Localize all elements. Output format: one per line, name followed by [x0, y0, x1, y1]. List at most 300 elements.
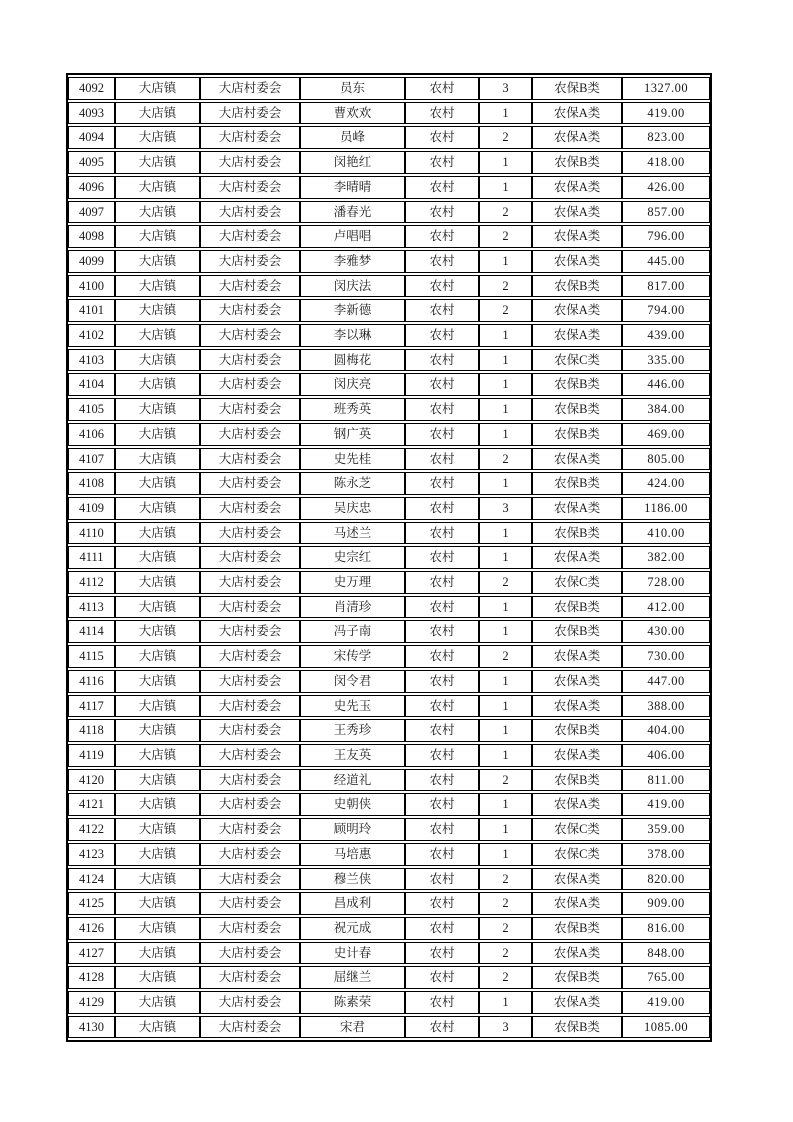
cell-person-count: 1	[479, 176, 532, 199]
cell-village: 大店村委会	[200, 448, 300, 471]
cell-person-count: 1	[479, 151, 532, 174]
cell-household-type: 农村	[405, 398, 479, 421]
cell-insurance-class: 农保A类	[532, 868, 622, 891]
cell-amount: 335.00	[622, 349, 710, 372]
cell-name: 钢广英	[300, 423, 405, 446]
cell-person-count: 2	[479, 225, 532, 248]
cell-insurance-class: 农保A类	[532, 324, 622, 347]
cell-amount: 909.00	[622, 892, 710, 915]
table-row	[68, 324, 710, 347]
table-row	[68, 769, 710, 792]
cell-household-type: 农村	[405, 868, 479, 891]
cell-household-type: 农村	[405, 793, 479, 816]
cell-amount: 730.00	[622, 645, 710, 668]
table-row	[68, 349, 710, 372]
cell-village: 大店村委会	[200, 843, 300, 866]
cell-household-type: 农村	[405, 719, 479, 742]
cell-person-count: 2	[479, 917, 532, 940]
table-row	[68, 546, 710, 569]
cell-insurance-class: 农保B类	[532, 596, 622, 619]
cell-town: 大店镇	[115, 917, 200, 940]
cell-seq: 4116	[68, 670, 115, 693]
cell-household-type: 农村	[405, 522, 479, 545]
cell-amount: 430.00	[622, 620, 710, 643]
cell-person-count: 1	[479, 719, 532, 742]
cell-household-type: 农村	[405, 942, 479, 965]
table-row	[68, 275, 710, 298]
cell-village: 大店村委会	[200, 522, 300, 545]
table-row	[68, 423, 710, 446]
cell-person-count: 1	[479, 793, 532, 816]
cell-name: 宋传学	[300, 645, 405, 668]
cell-village: 大店村委会	[200, 917, 300, 940]
cell-seq: 4124	[68, 868, 115, 891]
cell-name: 李以琳	[300, 324, 405, 347]
cell-household-type: 农村	[405, 645, 479, 668]
cell-name: 圆梅花	[300, 349, 405, 372]
cell-town: 大店镇	[115, 472, 200, 495]
cell-insurance-class: 农保A类	[532, 126, 622, 149]
table-row	[68, 225, 710, 248]
cell-amount: 419.00	[622, 793, 710, 816]
cell-amount: 469.00	[622, 423, 710, 446]
cell-person-count: 1	[479, 102, 532, 125]
cell-household-type: 农村	[405, 497, 479, 520]
cell-person-count: 2	[479, 868, 532, 891]
cell-amount: 410.00	[622, 522, 710, 545]
cell-name: 肖清珍	[300, 596, 405, 619]
cell-insurance-class: 农保B类	[532, 373, 622, 396]
cell-town: 大店镇	[115, 250, 200, 273]
cell-town: 大店镇	[115, 843, 200, 866]
cell-amount: 805.00	[622, 448, 710, 471]
table-row	[68, 596, 710, 619]
cell-village: 大店村委会	[200, 942, 300, 965]
cell-amount: 1186.00	[622, 497, 710, 520]
cell-seq: 4114	[68, 620, 115, 643]
cell-person-count: 2	[479, 448, 532, 471]
cell-town: 大店镇	[115, 818, 200, 841]
cell-village: 大店村委会	[200, 275, 300, 298]
table-row	[68, 917, 710, 940]
cell-town: 大店镇	[115, 349, 200, 372]
cell-household-type: 农村	[405, 176, 479, 199]
cell-household-type: 农村	[405, 126, 479, 149]
cell-household-type: 农村	[405, 1016, 479, 1039]
cell-amount: 728.00	[622, 571, 710, 594]
cell-seq: 4119	[68, 744, 115, 767]
cell-seq: 4093	[68, 102, 115, 125]
cell-name: 经道礼	[300, 769, 405, 792]
cell-village: 大店村委会	[200, 497, 300, 520]
table-row	[68, 176, 710, 199]
cell-person-count: 1	[479, 818, 532, 841]
cell-village: 大店村委会	[200, 250, 300, 273]
cell-amount: 848.00	[622, 942, 710, 965]
cell-town: 大店镇	[115, 892, 200, 915]
cell-amount: 424.00	[622, 472, 710, 495]
cell-person-count: 2	[479, 126, 532, 149]
cell-town: 大店镇	[115, 620, 200, 643]
cell-name: 闵庆法	[300, 275, 405, 298]
cell-name: 王秀珍	[300, 719, 405, 742]
cell-town: 大店镇	[115, 151, 200, 174]
cell-person-count: 2	[479, 769, 532, 792]
cell-amount: 378.00	[622, 843, 710, 866]
cell-person-count: 3	[479, 497, 532, 520]
cell-name: 史先桂	[300, 448, 405, 471]
cell-seq: 4115	[68, 645, 115, 668]
cell-town: 大店镇	[115, 719, 200, 742]
cell-village: 大店村委会	[200, 201, 300, 224]
cell-insurance-class: 农保C类	[532, 843, 622, 866]
cell-insurance-class: 农保A类	[532, 299, 622, 322]
table-row	[68, 151, 710, 174]
cell-name: 史朝侠	[300, 793, 405, 816]
cell-village: 大店村委会	[200, 546, 300, 569]
cell-village: 大店村委会	[200, 645, 300, 668]
cell-town: 大店镇	[115, 645, 200, 668]
cell-person-count: 2	[479, 645, 532, 668]
cell-seq: 4112	[68, 571, 115, 594]
cell-household-type: 农村	[405, 546, 479, 569]
cell-person-count: 1	[479, 744, 532, 767]
cell-household-type: 农村	[405, 373, 479, 396]
cell-seq: 4094	[68, 126, 115, 149]
table-row	[68, 695, 710, 718]
table-row	[68, 892, 710, 915]
cell-village: 大店村委会	[200, 670, 300, 693]
cell-seq: 4111	[68, 546, 115, 569]
cell-village: 大店村委会	[200, 596, 300, 619]
cell-insurance-class: 农保B类	[532, 769, 622, 792]
cell-town: 大店镇	[115, 423, 200, 446]
cell-household-type: 农村	[405, 324, 479, 347]
table-row	[68, 744, 710, 767]
table-row	[68, 522, 710, 545]
cell-village: 大店村委会	[200, 176, 300, 199]
cell-village: 大店村委会	[200, 892, 300, 915]
cell-person-count: 1	[479, 620, 532, 643]
table-row	[68, 843, 710, 866]
cell-insurance-class: 农保B类	[532, 275, 622, 298]
cell-insurance-class: 农保A类	[532, 497, 622, 520]
cell-household-type: 农村	[405, 225, 479, 248]
cell-village: 大店村委会	[200, 966, 300, 989]
table-row	[68, 1016, 710, 1039]
cell-household-type: 农村	[405, 275, 479, 298]
cell-amount: 419.00	[622, 991, 710, 1014]
cell-person-count: 2	[479, 942, 532, 965]
cell-person-count: 1	[479, 324, 532, 347]
cell-village: 大店村委会	[200, 991, 300, 1014]
table-body	[68, 77, 710, 1038]
cell-household-type: 农村	[405, 991, 479, 1014]
cell-insurance-class: 农保B类	[532, 398, 622, 421]
table-row	[68, 571, 710, 594]
cell-seq: 4099	[68, 250, 115, 273]
cell-household-type: 农村	[405, 423, 479, 446]
cell-village: 大店村委会	[200, 151, 300, 174]
cell-village: 大店村委会	[200, 373, 300, 396]
cell-person-count: 3	[479, 77, 532, 100]
cell-person-count: 1	[479, 670, 532, 693]
cell-seq: 4092	[68, 77, 115, 100]
cell-amount: 1327.00	[622, 77, 710, 100]
cell-household-type: 农村	[405, 769, 479, 792]
cell-town: 大店镇	[115, 942, 200, 965]
cell-name: 王友英	[300, 744, 405, 767]
cell-amount: 823.00	[622, 126, 710, 149]
cell-household-type: 农村	[405, 349, 479, 372]
cell-seq: 4120	[68, 769, 115, 792]
cell-amount: 426.00	[622, 176, 710, 199]
cell-household-type: 农村	[405, 596, 479, 619]
cell-seq: 4104	[68, 373, 115, 396]
cell-amount: 439.00	[622, 324, 710, 347]
cell-seq: 4107	[68, 448, 115, 471]
cell-seq: 4097	[68, 201, 115, 224]
cell-amount: 404.00	[622, 719, 710, 742]
cell-seq: 4109	[68, 497, 115, 520]
cell-amount: 445.00	[622, 250, 710, 273]
cell-person-count: 2	[479, 275, 532, 298]
cell-name: 曹欢欢	[300, 102, 405, 125]
cell-town: 大店镇	[115, 596, 200, 619]
cell-town: 大店镇	[115, 966, 200, 989]
cell-amount: 1085.00	[622, 1016, 710, 1039]
cell-amount: 406.00	[622, 744, 710, 767]
cell-insurance-class: 农保B类	[532, 719, 622, 742]
cell-insurance-class: 农保C类	[532, 818, 622, 841]
cell-name: 李新德	[300, 299, 405, 322]
cell-amount: 817.00	[622, 275, 710, 298]
cell-seq: 4110	[68, 522, 115, 545]
cell-name: 顾明玲	[300, 818, 405, 841]
cell-village: 大店村委会	[200, 1016, 300, 1039]
cell-amount: 412.00	[622, 596, 710, 619]
cell-insurance-class: 农保A类	[532, 201, 622, 224]
cell-village: 大店村委会	[200, 818, 300, 841]
cell-seq: 4103	[68, 349, 115, 372]
cell-village: 大店村委会	[200, 868, 300, 891]
cell-village: 大店村委会	[200, 349, 300, 372]
cell-name: 员东	[300, 77, 405, 100]
cell-person-count: 1	[479, 349, 532, 372]
cell-town: 大店镇	[115, 991, 200, 1014]
cell-village: 大店村委会	[200, 793, 300, 816]
cell-seq: 4098	[68, 225, 115, 248]
cell-household-type: 农村	[405, 818, 479, 841]
cell-person-count: 1	[479, 843, 532, 866]
cell-village: 大店村委会	[200, 77, 300, 100]
cell-seq: 4129	[68, 991, 115, 1014]
table-row	[68, 201, 710, 224]
cell-name: 宋君	[300, 1016, 405, 1039]
cell-household-type: 农村	[405, 670, 479, 693]
cell-town: 大店镇	[115, 398, 200, 421]
cell-town: 大店镇	[115, 695, 200, 718]
cell-insurance-class: 农保B类	[532, 472, 622, 495]
cell-person-count: 1	[479, 398, 532, 421]
table-row	[68, 966, 710, 989]
cell-seq: 4108	[68, 472, 115, 495]
cell-household-type: 农村	[405, 448, 479, 471]
cell-seq: 4125	[68, 892, 115, 915]
cell-village: 大店村委会	[200, 126, 300, 149]
cell-town: 大店镇	[115, 793, 200, 816]
cell-insurance-class: 农保A类	[532, 744, 622, 767]
cell-household-type: 农村	[405, 151, 479, 174]
cell-name: 史先玉	[300, 695, 405, 718]
cell-village: 大店村委会	[200, 324, 300, 347]
table-row	[68, 942, 710, 965]
cell-seq: 4106	[68, 423, 115, 446]
cell-amount: 388.00	[622, 695, 710, 718]
cell-name: 陈素荣	[300, 991, 405, 1014]
cell-insurance-class: 农保A类	[532, 793, 622, 816]
cell-person-count: 1	[479, 522, 532, 545]
cell-amount: 816.00	[622, 917, 710, 940]
cell-insurance-class: 农保B类	[532, 77, 622, 100]
cell-name: 祝元成	[300, 917, 405, 940]
cell-town: 大店镇	[115, 522, 200, 545]
cell-amount: 382.00	[622, 546, 710, 569]
cell-insurance-class: 农保A类	[532, 892, 622, 915]
cell-amount: 418.00	[622, 151, 710, 174]
cell-person-count: 3	[479, 1016, 532, 1039]
cell-household-type: 农村	[405, 966, 479, 989]
cell-seq: 4117	[68, 695, 115, 718]
table-row	[68, 299, 710, 322]
cell-insurance-class: 农保B类	[532, 917, 622, 940]
cell-insurance-class: 农保A类	[532, 942, 622, 965]
cell-village: 大店村委会	[200, 695, 300, 718]
table-row	[68, 77, 710, 100]
cell-village: 大店村委会	[200, 571, 300, 594]
table-row	[68, 818, 710, 841]
cell-name: 吴庆忠	[300, 497, 405, 520]
cell-person-count: 2	[479, 201, 532, 224]
cell-insurance-class: 农保B类	[532, 620, 622, 643]
cell-person-count: 1	[479, 991, 532, 1014]
cell-amount: 419.00	[622, 102, 710, 125]
cell-insurance-class: 农保A类	[532, 670, 622, 693]
cell-name: 史万理	[300, 571, 405, 594]
cell-person-count: 1	[479, 546, 532, 569]
table-row	[68, 448, 710, 471]
cell-household-type: 农村	[405, 843, 479, 866]
table-row	[68, 868, 710, 891]
cell-name: 闵庆亮	[300, 373, 405, 396]
cell-insurance-class: 农保C类	[532, 349, 622, 372]
cell-insurance-class: 农保A类	[532, 645, 622, 668]
table-row	[68, 373, 710, 396]
cell-insurance-class: 农保A类	[532, 546, 622, 569]
cell-seq: 4121	[68, 793, 115, 816]
cell-village: 大店村委会	[200, 398, 300, 421]
cell-seq: 4101	[68, 299, 115, 322]
cell-insurance-class: 农保B类	[532, 151, 622, 174]
cell-insurance-class: 农保C类	[532, 571, 622, 594]
cell-town: 大店镇	[115, 571, 200, 594]
cell-seq: 4122	[68, 818, 115, 841]
cell-seq: 4095	[68, 151, 115, 174]
cell-person-count: 2	[479, 571, 532, 594]
cell-town: 大店镇	[115, 744, 200, 767]
cell-town: 大店镇	[115, 77, 200, 100]
cell-town: 大店镇	[115, 546, 200, 569]
cell-household-type: 农村	[405, 102, 479, 125]
cell-town: 大店镇	[115, 126, 200, 149]
cell-insurance-class: 农保B类	[532, 522, 622, 545]
cell-insurance-class: 农保A类	[532, 102, 622, 125]
cell-village: 大店村委会	[200, 620, 300, 643]
cell-household-type: 农村	[405, 250, 479, 273]
cell-amount: 811.00	[622, 769, 710, 792]
cell-household-type: 农村	[405, 571, 479, 594]
cell-household-type: 农村	[405, 744, 479, 767]
cell-insurance-class: 农保A类	[532, 176, 622, 199]
cell-person-count: 1	[479, 250, 532, 273]
cell-seq: 4118	[68, 719, 115, 742]
cell-person-count: 2	[479, 966, 532, 989]
table-row	[68, 991, 710, 1014]
cell-person-count: 1	[479, 423, 532, 446]
cell-seq: 4096	[68, 176, 115, 199]
cell-name: 闵令君	[300, 670, 405, 693]
cell-person-count: 2	[479, 299, 532, 322]
cell-seq: 4126	[68, 917, 115, 940]
cell-household-type: 农村	[405, 77, 479, 100]
cell-village: 大店村委会	[200, 744, 300, 767]
cell-person-count: 1	[479, 373, 532, 396]
cell-person-count: 1	[479, 596, 532, 619]
table-row	[68, 250, 710, 273]
cell-household-type: 农村	[405, 472, 479, 495]
cell-household-type: 农村	[405, 917, 479, 940]
table-row	[68, 645, 710, 668]
cell-name: 马述兰	[300, 522, 405, 545]
cell-town: 大店镇	[115, 299, 200, 322]
cell-village: 大店村委会	[200, 719, 300, 742]
cell-town: 大店镇	[115, 1016, 200, 1039]
benefits-table	[66, 73, 712, 1042]
cell-amount: 857.00	[622, 201, 710, 224]
cell-seq: 4102	[68, 324, 115, 347]
cell-insurance-class: 农保A类	[532, 250, 622, 273]
cell-household-type: 农村	[405, 201, 479, 224]
cell-name: 班秀英	[300, 398, 405, 421]
cell-insurance-class: 农保A类	[532, 695, 622, 718]
cell-town: 大店镇	[115, 497, 200, 520]
cell-name: 冯子南	[300, 620, 405, 643]
cell-insurance-class: 农保A类	[532, 225, 622, 248]
cell-household-type: 农村	[405, 620, 479, 643]
cell-household-type: 农村	[405, 299, 479, 322]
table-row	[68, 126, 710, 149]
cell-town: 大店镇	[115, 324, 200, 347]
cell-seq: 4128	[68, 966, 115, 989]
cell-name: 昌成利	[300, 892, 405, 915]
cell-town: 大店镇	[115, 769, 200, 792]
table-row	[68, 620, 710, 643]
cell-seq: 4100	[68, 275, 115, 298]
cell-town: 大店镇	[115, 102, 200, 125]
cell-village: 大店村委会	[200, 423, 300, 446]
cell-name: 马培惠	[300, 843, 405, 866]
cell-household-type: 农村	[405, 695, 479, 718]
